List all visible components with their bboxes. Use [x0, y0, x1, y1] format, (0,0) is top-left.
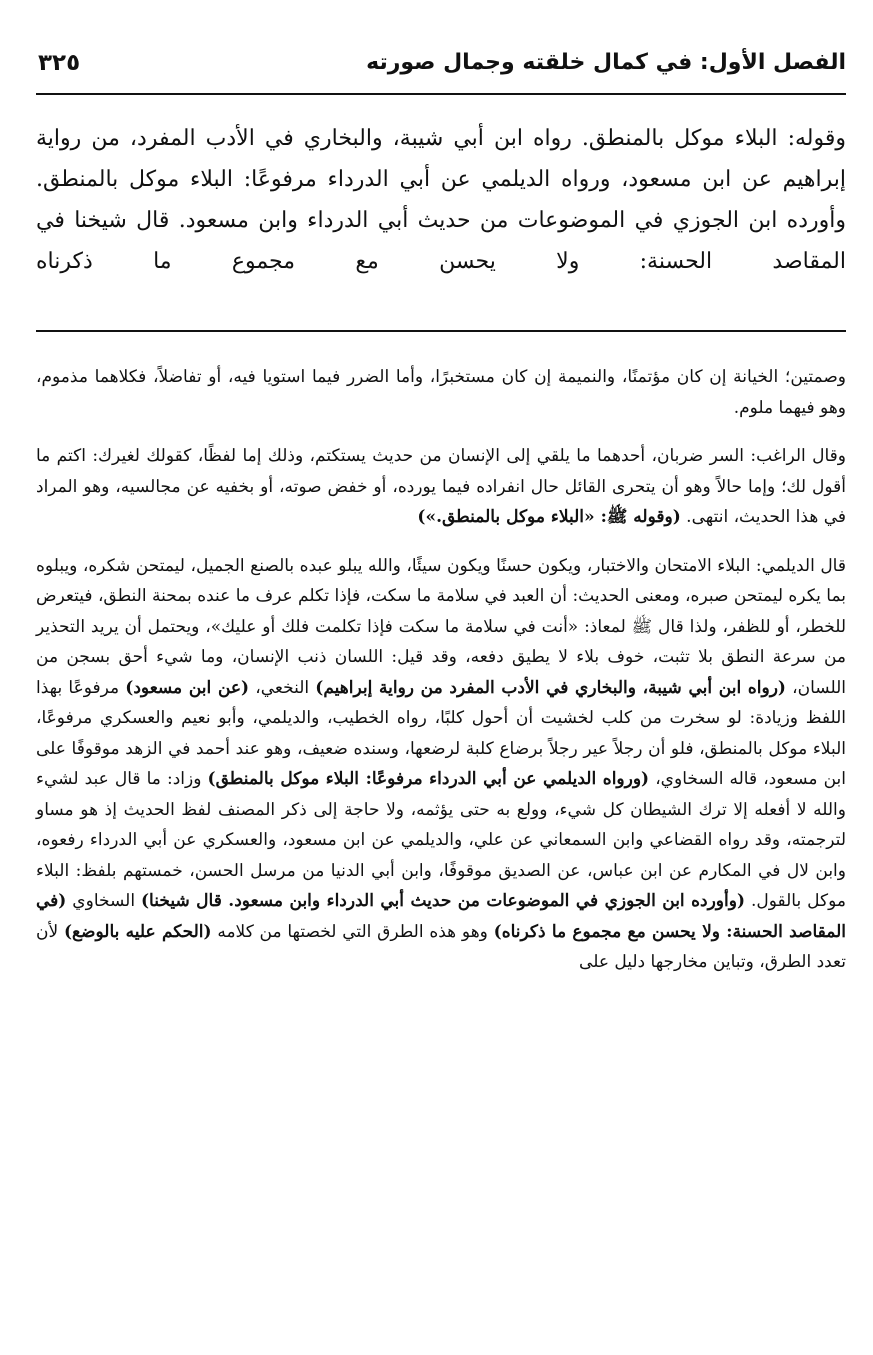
commentary-paragraph-1: وصمتين؛ الخيانة إن كان مؤتمنًا، والنميمة إن كان مستخبرًا، وأما الضرر فيما استويا فيه، أو تفاضلاً، فكلاهما مذموم، وهو فيهما ملوم.: [36, 367, 846, 418]
header-rule: [36, 93, 846, 95]
quoted-matn: (وقوله ﷺ: «البلاء موكل بالمنطق.»): [417, 507, 681, 527]
page-header: [38, 48, 846, 90]
commentary-text: السخاوي: [66, 891, 141, 911]
commentary-text: وزاد: ما قال عبد لشيء والله لا أفعله إلا ترك الشيطان كل شيء، وولع به حتى يؤثمه، ولا حاجة إلى ذكر المصنف لفظ الحديث إذ هو مساو لترجمته، وقد رواه القضاعي وابن السمعاني عن علي، والديلمي عن ابن مسعود، والعسكري عن أبي الدرداء رفعوه، وابن لال في المكارم عن ابن عباس، عن الصديق موقوفًا، وابن أبي الدنيا من مرسل الحسن، خمستهم بلفظ: البلاء موكل بالقول.: [36, 769, 846, 911]
quoted-matn: (عن ابن مسعود): [125, 677, 250, 698]
commentary-text: لأن تعدد الطرق، وتباين مخارجها دليل على: [36, 921, 846, 972]
quoted-matn: (في المقاصد الحسنة: ولا يحسن مع مجموع ما ذكرناه): [36, 891, 846, 942]
commentary-text: وهو هذه الطرق التي لخصتها من كلامه: [211, 921, 494, 942]
chapter-title: الفصل الأول: في كمال خلقته وجمال صورته: [366, 50, 846, 75]
commentary-text: مرفوعًا بهذا اللفظ وزيادة: لو سخرت من كلب لخشيت أن أحول كلبًا، رواه الخطيب، والديلمي، وأبو نعيم والعسكري مرفوعًا، البلاء موكل بالمنطق، فلو أن رجلاً عير رجلاً برضاع كلبة لرضعها، وسنده ضعيف، وهو عند أحمد في الزهد موقوفًا على ابن مسعود، قاله السخاوي،: [36, 677, 846, 789]
quoted-matn: (ورواه الديلمي عن أبي الدرداء مرفوعًا: البلاء موكل بالمنطق): [207, 769, 650, 789]
footnote-separator: [36, 330, 846, 332]
commentary: [36, 362, 846, 996]
commentary-text: قال الديلمي: البلاء الامتحان والاختبار، ويكون حسنًا ويكون سيئًا، والله يبلو عبده بالصنع الجميل، ليمتحن شكره، ويبلوه بما يكره ليمتحن صبره، ومعنى الحديث: أن العبد في سلامة ما سكت، فإذا تكلم عرف ما عنده بمحنة النطق، فيتعرض للخطر، أو للظفر، ولذا قال ﷺ لمعاذ: «أنت في سلامة ما سكت فإذا تكلمت فلك أو عليك»، ويحتمل أن يريد التحذير من سرعة النطق بلا تثبت، خوف بلاء لا يطيق دفعه، وقد قيل: اللسان ذنب الإنسان، وما شيء أحق بسجن من اللسان،: [36, 555, 846, 698]
main-paragraph: وقوله: البلاء موكل بالمنطق. رواه ابن أبي شيبة، والبخاري في الأدب المفرد، من رواية إبراهيم عن ابن مسعود، ورواه الديلمي عن أبي الدرداء مرفوعًا: البلاء موكل بالمنطق. وأورده ابن الجوزي في الموضوعات من حديث أبي الدرداء وابن مسعود. قال شيخنا في المقاصد الحسنة: ولا يحسن مع مجموع ما ذكرناه: [36, 126, 846, 274]
commentary-text: النخعي،: [249, 677, 316, 698]
quoted-matn: (الحكم عليه بالوضع): [63, 921, 212, 942]
page-number: ٣٢٥: [38, 50, 81, 76]
quoted-matn: (وأورده ابن الجوزي في الموضوعات من حديث أبي الدرداء وابن مسعود. قال شيخنا): [141, 891, 745, 911]
commentary-paragraph-2: [36, 441, 846, 533]
commentary-paragraph-3: [36, 551, 846, 978]
main-text: [36, 118, 846, 282]
quoted-matn: (رواه ابن أبي شيبة، والبخاري في الأدب المفرد من رواية إبراهيم): [315, 677, 786, 698]
commentary-text: وقال الراغب: السر ضربان، أحدهما ما يلقي إلى الإنسان من حديث يستكتم، وذلك إما لفظًا، كقولك لغيرك: اكتم ما أقول لك؛ وإما حالاً وهو أن يتحرى القائل حال انفراده فيما يورده، أو خفض صوته، أو بخفيه عن مجالسيه، وهو المراد في هذا الحديث، انتهى.: [36, 446, 846, 527]
